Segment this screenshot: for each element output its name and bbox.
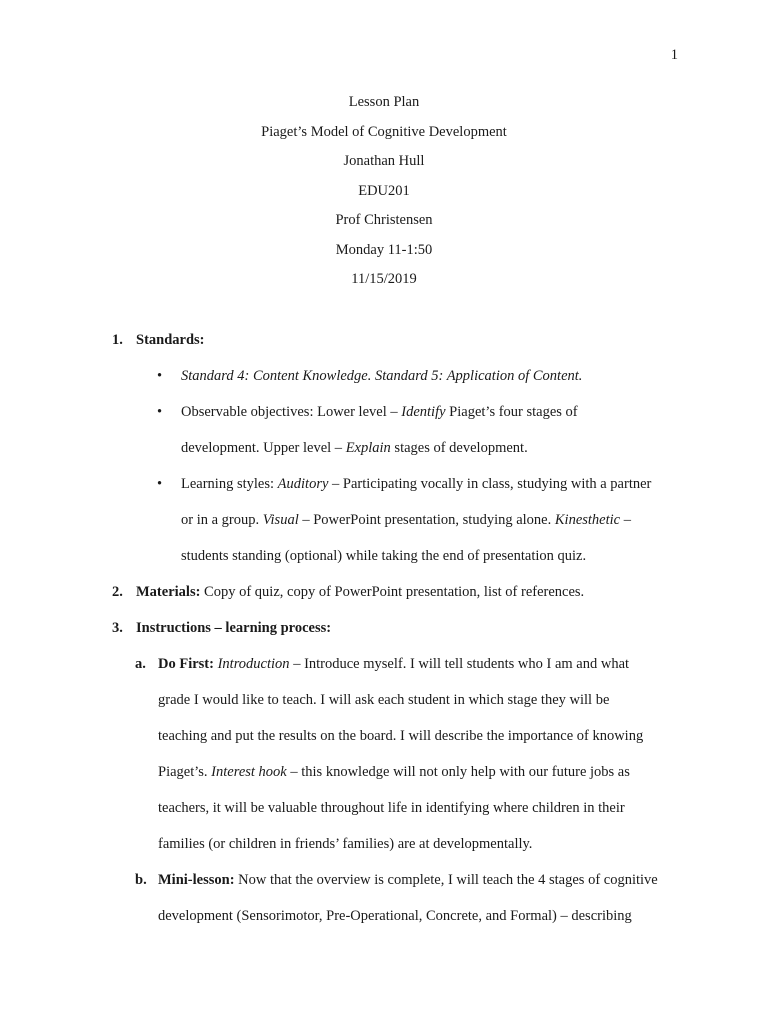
section-heading: Materials: — [136, 584, 201, 600]
title-professor: Prof Christensen — [335, 212, 433, 228]
section-standards-heading — [0, 330, 768, 366]
title-date: 11/15/2019 — [351, 271, 417, 287]
document-body — [0, 330, 768, 942]
text-run: Piaget’s. — [158, 764, 212, 780]
item-mini-lesson-line-2 — [0, 906, 768, 942]
bullet-icon: • — [157, 476, 163, 492]
text-run: or in a group. — [181, 512, 263, 528]
title-block — [0, 92, 768, 299]
text-run: – this knowledge will not only help with our future jobs as — [286, 764, 630, 780]
section-number: 3. — [112, 620, 123, 636]
title-schedule: Monday 11-1:50 — [335, 241, 433, 258]
bullet-learning-styles-line-1 — [0, 474, 768, 510]
text-run: – — [620, 512, 631, 528]
text-run: stages of development. — [390, 440, 528, 456]
title-lesson-plan: Lesson Plan — [348, 94, 420, 110]
bullet-icon: • — [157, 404, 163, 420]
text-run: Observable objectives: Lower level – — [181, 404, 402, 420]
italic-run: Explain — [345, 440, 391, 456]
text-run: families (or children in friends’ families) are at developmentally. — [158, 836, 533, 852]
italic-run: Visual — [262, 512, 299, 528]
text-run: development (Sensorimotor, Pre-Operational, Concrete, and Formal) – describing — [158, 908, 632, 924]
text-run: – Participating vocally in class, studying with a partner — [328, 476, 652, 492]
item-mini-lesson-line-1 — [0, 870, 768, 906]
text-run: Piaget’s four stages of — [445, 404, 578, 420]
text-run: Learning styles: — [181, 476, 278, 492]
italic-run: Auditory — [277, 476, 329, 492]
page-number: 1 — [670, 47, 678, 63]
text-run: – Introduce myself. I will tell students who I am and what — [289, 656, 630, 672]
bullet-icon: • — [157, 368, 163, 384]
item-do-first-line-1 — [0, 654, 768, 690]
italic-run: Identify — [401, 404, 446, 420]
text-run: development. Upper level – — [181, 440, 346, 456]
item-do-first-line-4 — [0, 762, 768, 798]
italic-run: Kinesthetic — [554, 512, 621, 528]
bullet-objectives-line-2 — [0, 438, 768, 474]
section-heading: Standards: — [136, 332, 205, 348]
text-run: Copy of quiz, copy of PowerPoint presentation, list of references. — [200, 584, 585, 600]
bullet-learning-styles-line-2 — [0, 510, 768, 546]
italic-run: Introduction — [217, 656, 290, 672]
section-instructions-heading — [0, 618, 768, 654]
item-heading: Mini-lesson: — [158, 872, 235, 888]
section-materials — [0, 582, 768, 618]
item-do-first-line-2 — [0, 690, 768, 726]
text-run: grade I would like to teach. I will ask each student in which stage they will be — [158, 692, 610, 708]
title-topic: Piaget’s Model of Cognitive Development — [261, 123, 507, 140]
item-do-first-line-5 — [0, 798, 768, 834]
bullet-objectives-line-1 — [0, 402, 768, 438]
text-run: – PowerPoint presentation, studying alone. — [298, 512, 555, 528]
bullet-learning-styles-line-3 — [0, 546, 768, 582]
list-letter: a. — [135, 656, 146, 672]
text-run: Now that the overview is complete, I will teach the 4 stages of cognitive — [234, 872, 658, 888]
item-do-first-line-3 — [0, 726, 768, 762]
text-run: students standing (optional) while taking the end of presentation quiz. — [181, 548, 587, 564]
title-author: Jonathan Hull — [343, 153, 425, 169]
section-heading: Instructions – learning process: — [136, 620, 332, 636]
text-run: teachers, it will be valuable throughout life in identifying where children in their — [158, 800, 625, 816]
italic-run: Interest hook — [211, 764, 287, 780]
item-heading: Do First: — [158, 656, 214, 672]
section-number: 2. — [112, 584, 123, 600]
item-do-first-line-6 — [0, 834, 768, 870]
bullet-standards-list — [0, 366, 768, 402]
text-run: teaching and put the results on the board. I will describe the importance of knowing — [158, 728, 644, 744]
section-number: 1. — [112, 332, 123, 348]
list-letter: b. — [135, 872, 147, 888]
title-course: EDU201 — [358, 182, 410, 199]
standards-text: Standard 4: Content Knowledge. Standard 5: Application of Content. — [181, 368, 583, 384]
